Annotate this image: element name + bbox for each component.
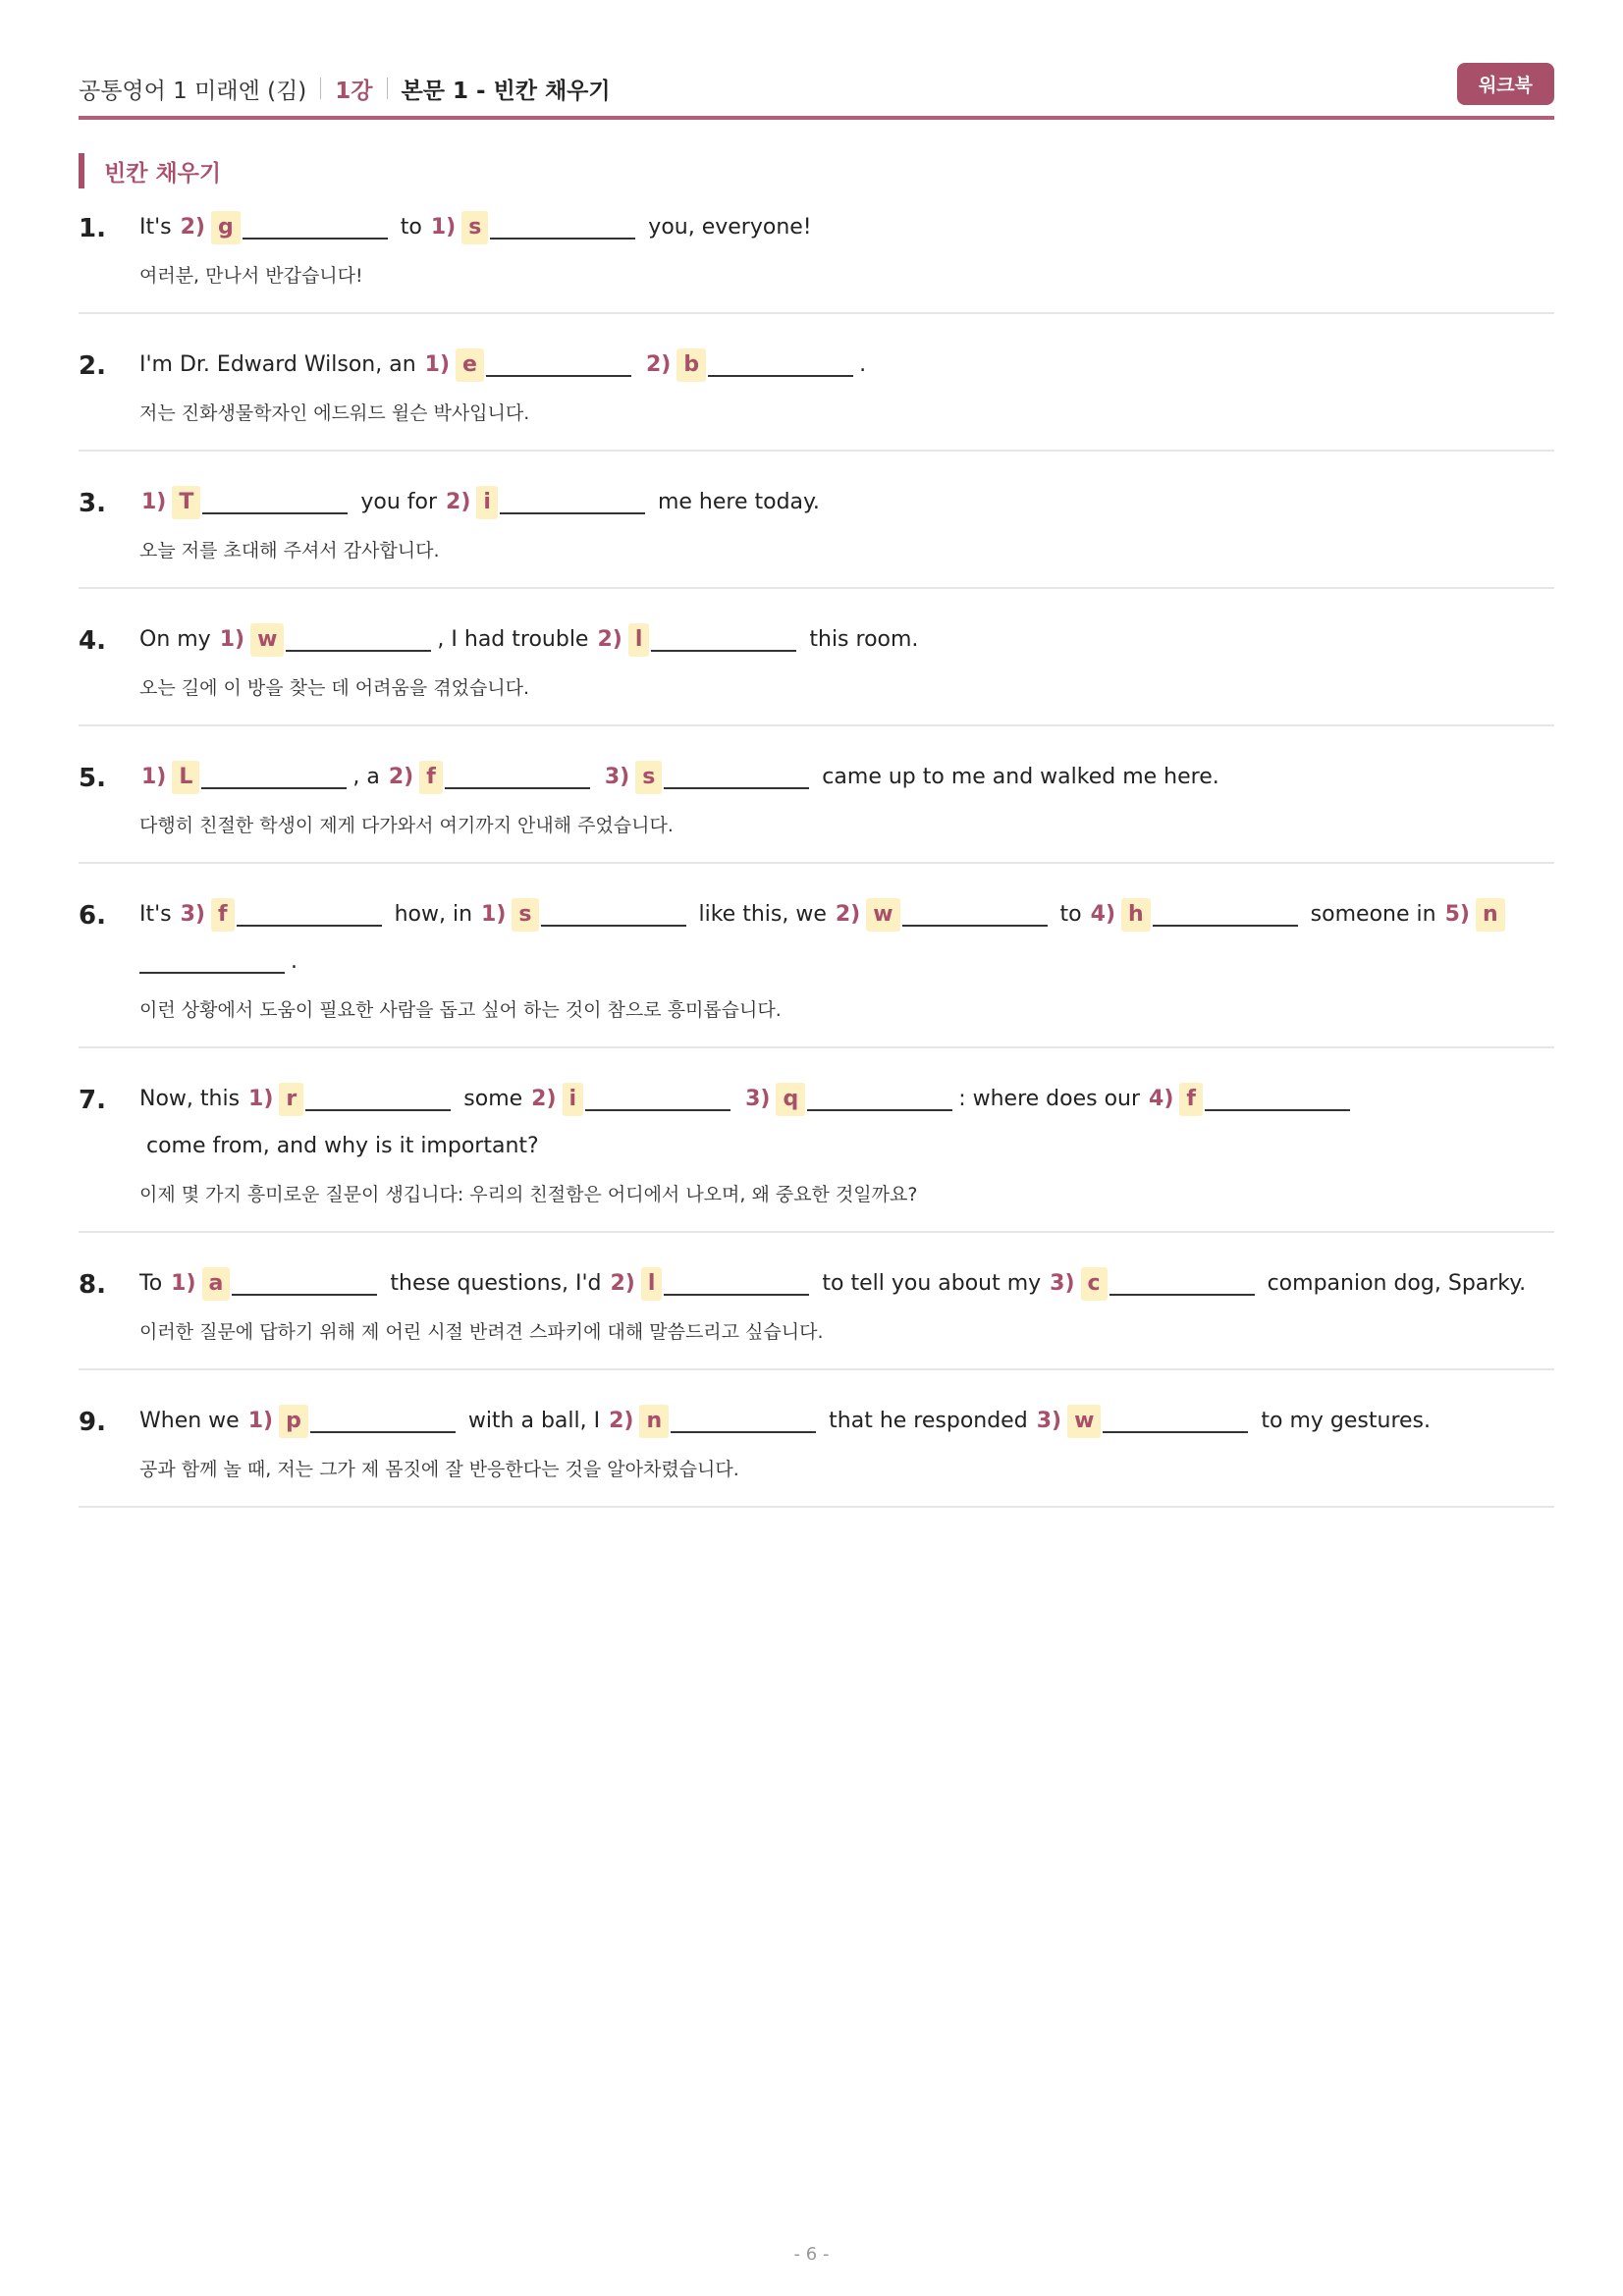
blank-number: 3)	[745, 1087, 771, 1111]
korean-translation: 이러한 질문에 답하기 위해 제 어린 시절 반려견 스파키에 대해 말씀드리고 싶습니다.	[139, 1321, 824, 1343]
header-divider	[320, 78, 321, 99]
sentence-text: When we	[139, 1409, 246, 1433]
sentence	[139, 616, 1554, 664]
blank-number: 4)	[1090, 902, 1116, 927]
answer-blank[interactable]	[664, 758, 809, 789]
answer-blank[interactable]	[243, 208, 388, 240]
sentence	[139, 891, 1554, 986]
sentence-text: .	[859, 352, 867, 377]
initial-letter-hint: b	[676, 348, 706, 382]
answer-blank[interactable]	[708, 346, 853, 377]
blank-number: 2)	[180, 215, 205, 240]
sentence-text: like this, we	[691, 902, 834, 927]
initial-letter-hint: l	[641, 1267, 663, 1301]
initial-letter-hint: w	[250, 623, 284, 657]
section-label: 본문 1 - 빈칸 채우기	[401, 78, 611, 104]
sentence-text: to my gestures.	[1254, 1409, 1431, 1433]
blank-number: 3)	[1050, 1271, 1075, 1296]
exercise-item	[79, 452, 1554, 589]
sentence-text: companion dog, Sparky.	[1260, 1271, 1527, 1296]
blank-number: 2)	[645, 352, 672, 377]
initial-letter-hint: n	[639, 1405, 669, 1438]
sentence	[139, 1398, 1554, 1445]
answer-blank[interactable]	[541, 895, 686, 927]
sentence-text: I'm Dr. Edward Wilson, an	[139, 352, 423, 377]
korean-translation: 여러분, 만나서 반갑습니다!	[139, 265, 363, 287]
sentence-text: this room.	[802, 627, 919, 652]
answer-blank[interactable]	[202, 483, 348, 514]
item-number: 4.	[79, 626, 106, 656]
exercise-item	[79, 1370, 1554, 1508]
answer-blank[interactable]	[445, 758, 590, 789]
answer-blank[interactable]	[1103, 1402, 1248, 1433]
blank-number: 4)	[1149, 1087, 1174, 1111]
item-number: 5.	[79, 764, 106, 793]
exercise-item	[79, 314, 1554, 452]
blank-number: 1)	[248, 1087, 274, 1111]
blank-number: 1)	[430, 215, 457, 240]
sentence-text: me here today.	[650, 490, 820, 514]
initial-letter-hint: a	[202, 1267, 231, 1301]
initial-letter-hint: r	[279, 1083, 303, 1116]
answer-blank[interactable]	[286, 620, 431, 652]
blank-number: 2)	[610, 1271, 635, 1296]
initial-letter-hint: n	[1476, 898, 1505, 932]
blank-number: 2)	[446, 490, 471, 514]
sentence-text: with a ball, I	[460, 1409, 608, 1433]
answer-blank[interactable]	[664, 1264, 809, 1296]
sentence	[139, 204, 1554, 251]
item-number: 3.	[79, 489, 106, 518]
sentence-text	[596, 765, 603, 789]
sentence-text: : where does our	[958, 1087, 1148, 1111]
exercise-item	[79, 589, 1554, 726]
sentence-text: Now, this	[139, 1087, 247, 1111]
answer-blank[interactable]	[232, 1264, 377, 1296]
korean-translation: 이제 몇 가지 흥미로운 질문이 생깁니다: 우리의 친절함은 어디에서 나오며, 왜 중요한 것일까요?	[139, 1184, 918, 1205]
header-divider	[387, 78, 388, 99]
initial-letter-hint: w	[1067, 1405, 1101, 1438]
answer-blank[interactable]	[585, 1080, 730, 1111]
answer-blank[interactable]	[671, 1402, 816, 1433]
blank-number: 2)	[388, 765, 414, 789]
sentence-text: come from, and why is it important?	[139, 1134, 539, 1158]
initial-letter-hint: T	[172, 486, 200, 519]
blank-number: 1)	[424, 352, 451, 377]
sentence-text: It's	[139, 215, 179, 240]
item-number: 8.	[79, 1270, 106, 1300]
blank-number: 2)	[597, 627, 622, 652]
sentence-text: To	[139, 1271, 170, 1296]
initial-letter-hint: w	[866, 898, 899, 932]
answer-blank[interactable]	[139, 942, 285, 974]
blank-number: 3)	[1036, 1409, 1062, 1433]
sentence	[139, 342, 1554, 389]
blank-number: 3)	[180, 902, 205, 927]
initial-letter-hint: c	[1081, 1267, 1108, 1301]
answer-blank[interactable]	[237, 895, 382, 927]
answer-blank[interactable]	[1109, 1264, 1255, 1296]
exercise-item	[79, 1233, 1554, 1370]
initial-letter-hint: i	[476, 486, 498, 519]
blank-number: 1)	[141, 765, 167, 789]
sentence-text: that he responded	[822, 1409, 1035, 1433]
sentence-text: to tell you about my	[815, 1271, 1049, 1296]
korean-translation: 저는 진화생물학자인 에드워드 윌슨 박사입니다.	[139, 402, 530, 424]
sentence-text: how, in	[387, 902, 480, 927]
exercise-item	[79, 1048, 1554, 1233]
initial-letter-hint: s	[512, 898, 538, 932]
answer-blank[interactable]	[902, 895, 1048, 927]
korean-translation: 오는 길에 이 방을 찾는 데 어려움을 겪었습니다.	[139, 677, 530, 699]
sentence-text: some	[457, 1087, 530, 1111]
korean-translation: 다행히 친절한 학생이 제게 다가와서 여기까지 안내해 주었습니다.	[139, 815, 674, 836]
sentence	[139, 1076, 1554, 1170]
sentence-text: .	[291, 949, 298, 974]
blank-number: 2)	[835, 902, 861, 927]
answer-blank[interactable]	[807, 1080, 952, 1111]
answer-blank[interactable]	[490, 208, 635, 240]
initial-letter-hint: f	[419, 761, 443, 794]
page-header	[79, 61, 1554, 116]
korean-translation: 오늘 저를 초대해 주셔서 감사합니다.	[139, 540, 440, 561]
page-number: - 6 -	[793, 2244, 830, 2265]
item-number: 9.	[79, 1408, 106, 1437]
lesson-label: 1강	[335, 78, 373, 104]
answer-blank[interactable]	[1153, 895, 1298, 927]
korean-translation: 공과 함께 놀 때, 저는 그가 제 몸짓에 잘 반응한다는 것을 알아차렸습니다.	[139, 1459, 739, 1480]
sentence-text: these questions, I'd	[383, 1271, 609, 1296]
initial-letter-hint: L	[172, 761, 199, 794]
sentence-text: someone in	[1303, 902, 1443, 927]
initial-letter-hint: f	[1179, 1083, 1203, 1116]
initial-letter-hint: i	[563, 1083, 584, 1116]
sentence-text: On my	[139, 627, 218, 652]
sentence-text	[736, 1087, 743, 1111]
sentence-text: you, everyone!	[641, 215, 812, 240]
blank-number: 3)	[604, 765, 630, 789]
sentence-text: to	[1053, 902, 1089, 927]
answer-blank[interactable]	[201, 758, 347, 789]
answer-blank[interactable]	[486, 346, 631, 377]
exercise-item	[79, 204, 1554, 314]
blank-number: 1)	[247, 1409, 274, 1433]
initial-letter-hint: s	[461, 211, 488, 244]
exercise-list	[79, 204, 1554, 1508]
section-heading: 빈칸 채우기	[79, 153, 221, 188]
answer-blank[interactable]	[310, 1402, 456, 1433]
item-number: 7.	[79, 1086, 106, 1115]
header-rule	[79, 116, 1554, 120]
initial-letter-hint: l	[628, 623, 650, 657]
item-number: 6.	[79, 901, 106, 931]
blank-number: 2)	[609, 1409, 634, 1433]
initial-letter-hint: g	[211, 211, 241, 244]
sentence-text: you for	[353, 490, 445, 514]
exercise-item	[79, 864, 1554, 1048]
korean-translation: 이런 상황에서 도움이 필요한 사람을 돕고 싶어 하는 것이 참으로 흥미롭습니다.	[139, 999, 782, 1021]
initial-letter-hint: e	[456, 348, 484, 382]
item-number: 2.	[79, 351, 106, 381]
book-title: 공통영어 1 미래엔 (김)	[79, 78, 307, 104]
answer-blank[interactable]	[305, 1080, 451, 1111]
answer-blank[interactable]	[1205, 1080, 1350, 1111]
answer-blank[interactable]	[500, 483, 645, 514]
initial-letter-hint: f	[211, 898, 235, 932]
workbook-badge: 워크북	[1457, 63, 1554, 105]
answer-blank[interactable]	[651, 620, 796, 652]
blank-number: 1)	[171, 1271, 196, 1296]
blank-number: 1)	[481, 902, 507, 927]
sentence-text	[637, 352, 644, 377]
blank-number: 1)	[219, 627, 245, 652]
sentence-text: , I had trouble	[437, 627, 596, 652]
exercise-item	[79, 726, 1554, 864]
initial-letter-hint: q	[776, 1083, 805, 1116]
initial-letter-hint: h	[1121, 898, 1151, 932]
initial-letter-hint: s	[635, 761, 662, 794]
sentence	[139, 479, 1554, 526]
blank-number: 5)	[1444, 902, 1470, 927]
sentence-text: , a	[352, 765, 387, 789]
sentence-text: to	[393, 215, 429, 240]
sentence	[139, 754, 1554, 801]
item-number: 1.	[79, 214, 106, 243]
blank-number: 2)	[531, 1087, 557, 1111]
sentence	[139, 1260, 1554, 1308]
initial-letter-hint: p	[279, 1405, 308, 1438]
sentence-text: came up to me and walked me here.	[815, 765, 1219, 789]
sentence-text: It's	[139, 902, 179, 927]
blank-number: 1)	[141, 490, 167, 514]
